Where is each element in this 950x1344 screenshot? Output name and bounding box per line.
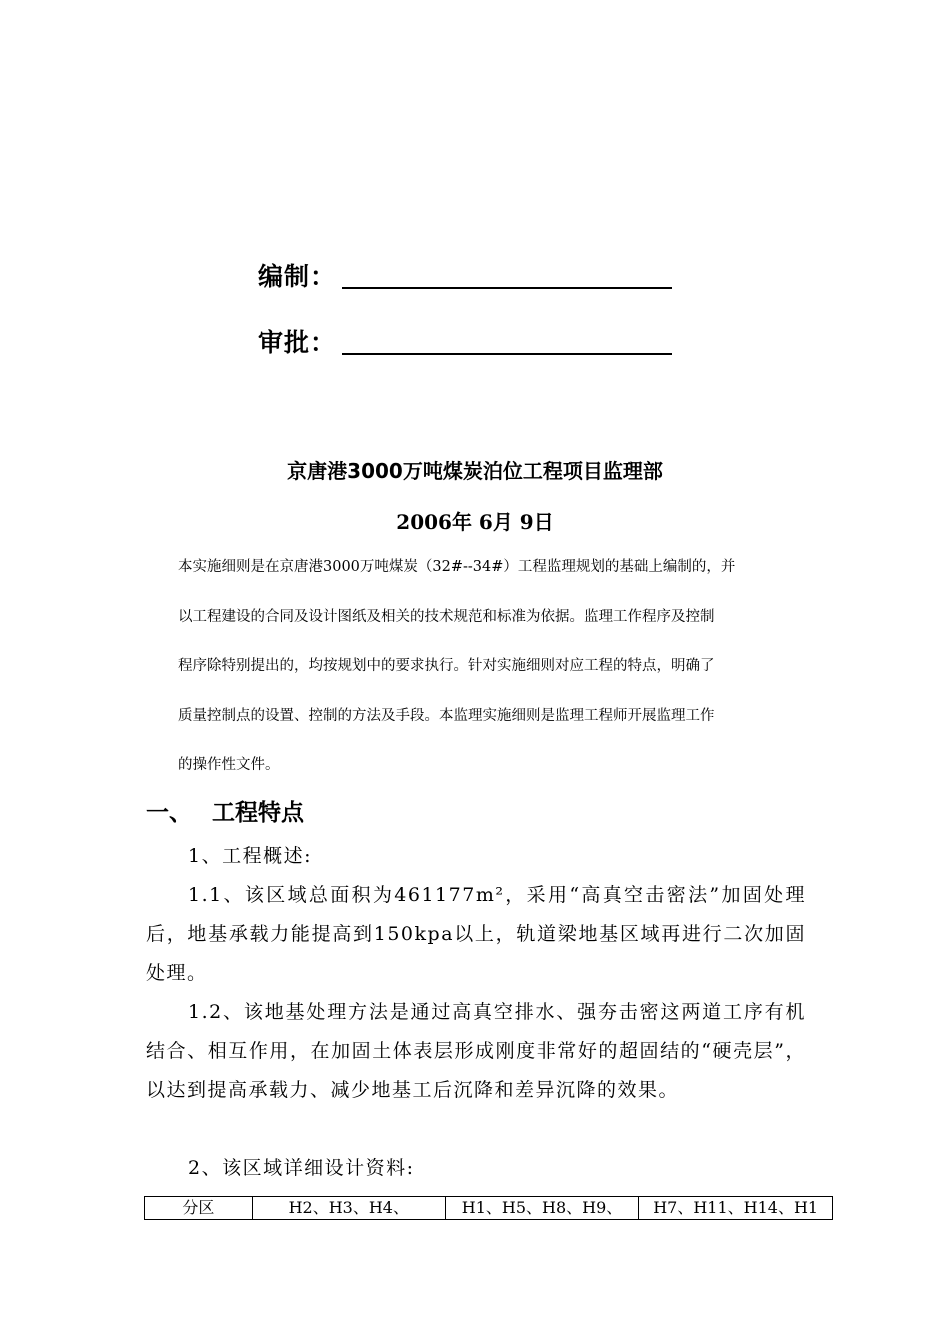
section-number: 一、 — [146, 800, 192, 826]
table-row — [145, 1197, 833, 1220]
intro-line: 本实施细则是在京唐港3000万吨煤炭（32#--34#）工程监理规划的基础上编制的，并 — [178, 559, 736, 575]
overview-heading: 1、工程概述: — [188, 845, 312, 867]
document-date: 2006年 6月 9日 — [396, 510, 554, 534]
compile-label: 编制： — [258, 262, 337, 291]
intro-line: 以工程建设的合同及设计图纸及相关的技术规范和标准为依据。监理工作程序及控制 — [178, 608, 715, 625]
organization-name: 京唐港3000万吨煤炭泊位工程项目监理部 — [287, 459, 663, 483]
design-heading: 2、该区域详细设计资料: — [188, 1157, 415, 1179]
table-cell: H2、H3、H4、 — [252, 1197, 445, 1220]
table-cell: 分区 — [145, 1197, 253, 1220]
intro-paragraph — [178, 543, 808, 791]
section-heading — [146, 797, 304, 829]
intro-line: 质量控制点的设置、控制的方法及手段。本监理实施细则是监理工程师开展监理工作 — [178, 707, 715, 724]
compile-signature-line — [342, 287, 672, 289]
intro-line: 程序除特别提出的，均按规划中的要求执行。针对实施细则对应工程的特点，明确了 — [178, 658, 715, 674]
table-cell: H1、H5、H8、H9、 — [445, 1197, 639, 1220]
approve-signature-row — [258, 328, 672, 358]
approve-signature-line — [342, 353, 672, 355]
paragraph-1-1: 1.1、该区域总面积为461177m²，采用“高真空击密法”加固处理后，地基承载力能提高到150kpa以上，轨道梁地基区域再进行二次加固处理。 — [146, 884, 806, 984]
approve-label: 审批： — [258, 328, 337, 357]
design-data-table — [144, 1196, 833, 1220]
section-title: 工程特点 — [212, 800, 304, 826]
intro-line: 的操作性文件。 — [178, 757, 280, 773]
paragraph-1-2: 1.2、该地基处理方法是通过高真空排水、强夯击密这两道工序有机结合、相互作用，在加固土体表层形成刚度非常好的超固结的“硬壳层”，以达到提高承载力、减少地基工后沉降和差异沉降的效果。 — [146, 1001, 806, 1101]
compile-signature-row — [258, 262, 672, 292]
table-cell: H7、H11、H14、H1 — [639, 1197, 833, 1220]
